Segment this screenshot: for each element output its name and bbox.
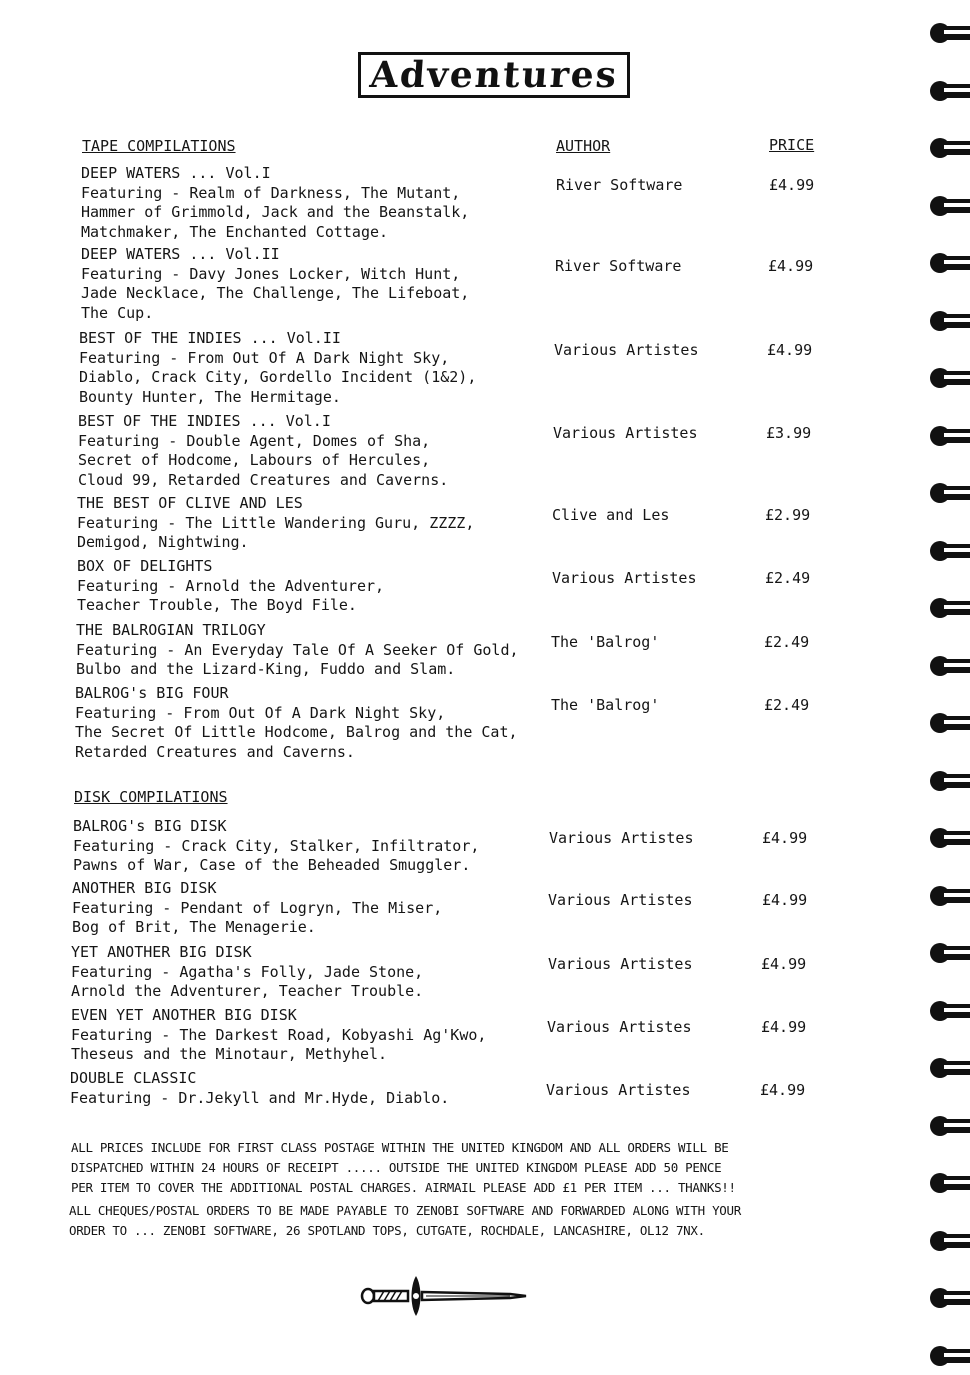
compilation-title: DEEP WATERS ... Vol.I bbox=[81, 164, 271, 182]
disk-compilation-entry bbox=[71, 1006, 486, 1065]
compilation-contents: Featuring - Double Agent, Domes of Sha, Secret of Hodcome, Labours of Hercules, Cloud 99, Retarded Creatures and Caverns. bbox=[78, 431, 449, 489]
compilation-price: £2.49 bbox=[765, 569, 811, 587]
spiral-binding-ring-icon bbox=[928, 540, 970, 562]
tape-compilation-entry bbox=[76, 621, 519, 680]
compilation-author: The 'Balrog' bbox=[551, 696, 660, 714]
tape-compilation-entry bbox=[77, 494, 474, 553]
compilation-author: Various Artistes bbox=[548, 955, 693, 973]
compilation-price: £2.49 bbox=[764, 633, 810, 651]
compilation-contents: Featuring - From Out Of A Dark Night Sky, The Secret Of Little Hodcome, Balrog and the Cat, Retarded Creatures and Caverns. bbox=[75, 703, 518, 761]
compilation-title: YET ANOTHER BIG DISK bbox=[71, 943, 252, 961]
spiral-binding-ring-icon bbox=[928, 1172, 970, 1194]
spiral-binding-ring-icon bbox=[928, 425, 970, 447]
compilation-title: BALROG's BIG DISK bbox=[73, 817, 227, 835]
dagger-icon bbox=[360, 1270, 530, 1322]
compilation-price: £2.49 bbox=[764, 696, 810, 714]
compilation-price: £4.99 bbox=[762, 891, 808, 909]
compilation-title: BEST OF THE INDIES ... Vol.II bbox=[79, 329, 341, 347]
tape-compilation-entry bbox=[78, 412, 448, 490]
compilation-contents: Featuring - Davy Jones Locker, Witch Hunt, Jade Necklace, The Challenge, The Lifeboat, The Cup. bbox=[81, 264, 470, 322]
spiral-binding-ring-icon bbox=[928, 367, 970, 389]
spiral-binding-ring-icon bbox=[928, 195, 970, 217]
compilation-author: Various Artistes bbox=[548, 891, 693, 909]
compilation-author: Various Artistes bbox=[549, 829, 694, 847]
compilation-title: EVEN YET ANOTHER BIG DISK bbox=[71, 1006, 297, 1024]
tape-compilation-entry bbox=[81, 164, 469, 242]
compilation-contents: Featuring - The Darkest Road, Kobyashi Ag'Kwo, Theseus and the Minotaur, Methyhel. bbox=[71, 1025, 487, 1063]
compilation-price: £4.99 bbox=[767, 341, 813, 359]
tape-compilation-entry bbox=[77, 557, 384, 616]
compilation-title: BEST OF THE INDIES ... Vol.I bbox=[78, 412, 331, 430]
spiral-binding-ring-icon bbox=[928, 1287, 970, 1309]
spiral-binding-ring-icon bbox=[928, 137, 970, 159]
compilation-contents: Featuring - Realm of Darkness, The Mutant, Hammer of Grimmold, Jack and the Beanstalk, Matchmaker, The Enchanted Cottage. bbox=[81, 183, 470, 241]
compilation-author: Various Artistes bbox=[552, 569, 697, 587]
tape-compilation-entry bbox=[75, 684, 518, 762]
compilation-title: BALROG's BIG FOUR bbox=[75, 684, 229, 702]
spiral-binding-ring-icon bbox=[928, 712, 970, 734]
spiral-binding-ring-icon bbox=[928, 1000, 970, 1022]
tape-compilations-header: TAPE COMPILATIONS bbox=[82, 137, 236, 155]
disk-compilations-header: DISK COMPILATIONS bbox=[74, 788, 228, 806]
compilation-contents: Featuring - From Out Of A Dark Night Sky, Diablo, Crack City, Gordello Incident (1&2), Bounty Hunter, The Hermitage. bbox=[79, 348, 477, 406]
spiral-binding-ring-icon bbox=[928, 1230, 970, 1252]
compilation-author: Clive and Les bbox=[552, 506, 670, 524]
compilation-contents: Featuring - Pendant of Logryn, The Miser, Bog of Brit, The Menagerie. bbox=[72, 898, 443, 936]
postage-note: ALL PRICES INCLUDE FOR FIRST CLASS POSTAGE WITHIN THE UNITED KINGDOM AND ALL ORDERS WILL BE DISPATCHED WITHIN 24 HOURS OF RECEIPT ..... OUTSIDE THE UNITED KINGDOM PLEASE ADD 50 PENCE PER ITEM TO COVER THE ADDITIONAL POSTAL CHARGES. AIRMAIL PLEASE ADD £1 PER ITEM ... THANKS!! bbox=[71, 1140, 736, 1195]
compilation-author: River Software bbox=[555, 257, 682, 275]
spiral-binding-ring-icon bbox=[928, 827, 970, 849]
spiral-binding-ring-icon bbox=[928, 252, 970, 274]
spiral-binding-ring-icon bbox=[928, 1115, 970, 1137]
payment-note: ALL CHEQUES/POSTAL ORDERS TO BE MADE PAYABLE TO ZENOBI SOFTWARE AND FORWARDED ALONG WITH YOUR ORDER TO ... ZENOBI SOFTWARE, 26 SPOTLAND TOPS, CUTGATE, ROCHDALE, LANCASHIRE, OL12 7NX. bbox=[69, 1203, 741, 1238]
spiral-binding-ring-icon bbox=[928, 942, 970, 964]
spiral-binding-ring-icon bbox=[928, 1057, 970, 1079]
compilation-title: DOUBLE CLASSIC bbox=[70, 1069, 197, 1087]
compilation-price: £4.99 bbox=[769, 176, 815, 194]
compilation-contents: Featuring - Dr.Jekyll and Mr.Hyde, Diablo. bbox=[70, 1088, 450, 1107]
disk-compilation-entry bbox=[70, 1069, 449, 1108]
compilation-author: River Software bbox=[556, 176, 683, 194]
spiral-binding-ring-icon bbox=[928, 597, 970, 619]
disk-compilation-entry bbox=[73, 817, 479, 876]
compilation-author: The 'Balrog' bbox=[551, 633, 660, 651]
spiral-binding-ring-icon bbox=[928, 482, 970, 504]
disk-compilation-entry bbox=[71, 943, 423, 1002]
spiral-binding-ring-icon bbox=[928, 885, 970, 907]
compilation-author: Various Artistes bbox=[547, 1018, 692, 1036]
compilation-author: Various Artistes bbox=[554, 341, 699, 359]
tape-compilation-entry bbox=[81, 245, 469, 323]
compilation-contents: Featuring - Agatha's Folly, Jade Stone, Arnold the Adventurer, Teacher Trouble. bbox=[71, 962, 424, 1000]
compilation-price: £2.99 bbox=[765, 506, 811, 524]
spiral-binding-ring-icon bbox=[928, 22, 970, 44]
compilation-price: £4.99 bbox=[761, 1018, 807, 1036]
spiral-binding-ring-icon bbox=[928, 310, 970, 332]
compilation-author: Various Artistes bbox=[553, 424, 698, 442]
spiral-binding-ring-icon bbox=[928, 655, 970, 677]
compilation-title: BOX OF DELIGHTS bbox=[77, 557, 213, 575]
compilation-contents: Featuring - Arnold the Adventurer, Teacher Trouble, The Boyd File. bbox=[77, 576, 385, 614]
compilation-price: £4.99 bbox=[768, 257, 814, 275]
compilation-price: £3.99 bbox=[766, 424, 812, 442]
price-header: PRICE bbox=[769, 136, 815, 154]
compilation-title: ANOTHER BIG DISK bbox=[72, 879, 217, 897]
disk-compilation-entry bbox=[72, 879, 442, 938]
compilation-title: DEEP WATERS ... Vol.II bbox=[81, 245, 280, 263]
compilation-title: THE BALROGIAN TRILOGY bbox=[76, 621, 266, 639]
spiral-binding-ring-icon bbox=[928, 80, 970, 102]
tape-compilation-entry bbox=[79, 329, 476, 407]
spiral-binding-ring-icon bbox=[928, 770, 970, 792]
page-title: Adventures bbox=[368, 54, 620, 96]
compilation-price: £4.99 bbox=[762, 829, 808, 847]
page-title-box bbox=[358, 52, 630, 98]
compilation-author: Various Artistes bbox=[546, 1081, 691, 1099]
compilation-title: THE BEST OF CLIVE AND LES bbox=[77, 494, 303, 512]
compilation-price: £4.99 bbox=[760, 1081, 806, 1099]
compilation-contents: Featuring - The Little Wandering Guru, ZZZZ, Demigod, Nightwing. bbox=[77, 513, 475, 551]
spiral-binding-ring-icon bbox=[928, 1345, 970, 1367]
compilation-contents: Featuring - Crack City, Stalker, Infiltrator, Pawns of War, Case of the Beheaded Smuggler. bbox=[73, 836, 480, 874]
compilation-contents: Featuring - An Everyday Tale Of A Seeker Of Gold, Bulbo and the Lizard-King, Fuddo and Slam. bbox=[76, 640, 519, 678]
author-header: AUTHOR bbox=[556, 137, 611, 155]
compilation-price: £4.99 bbox=[761, 955, 807, 973]
